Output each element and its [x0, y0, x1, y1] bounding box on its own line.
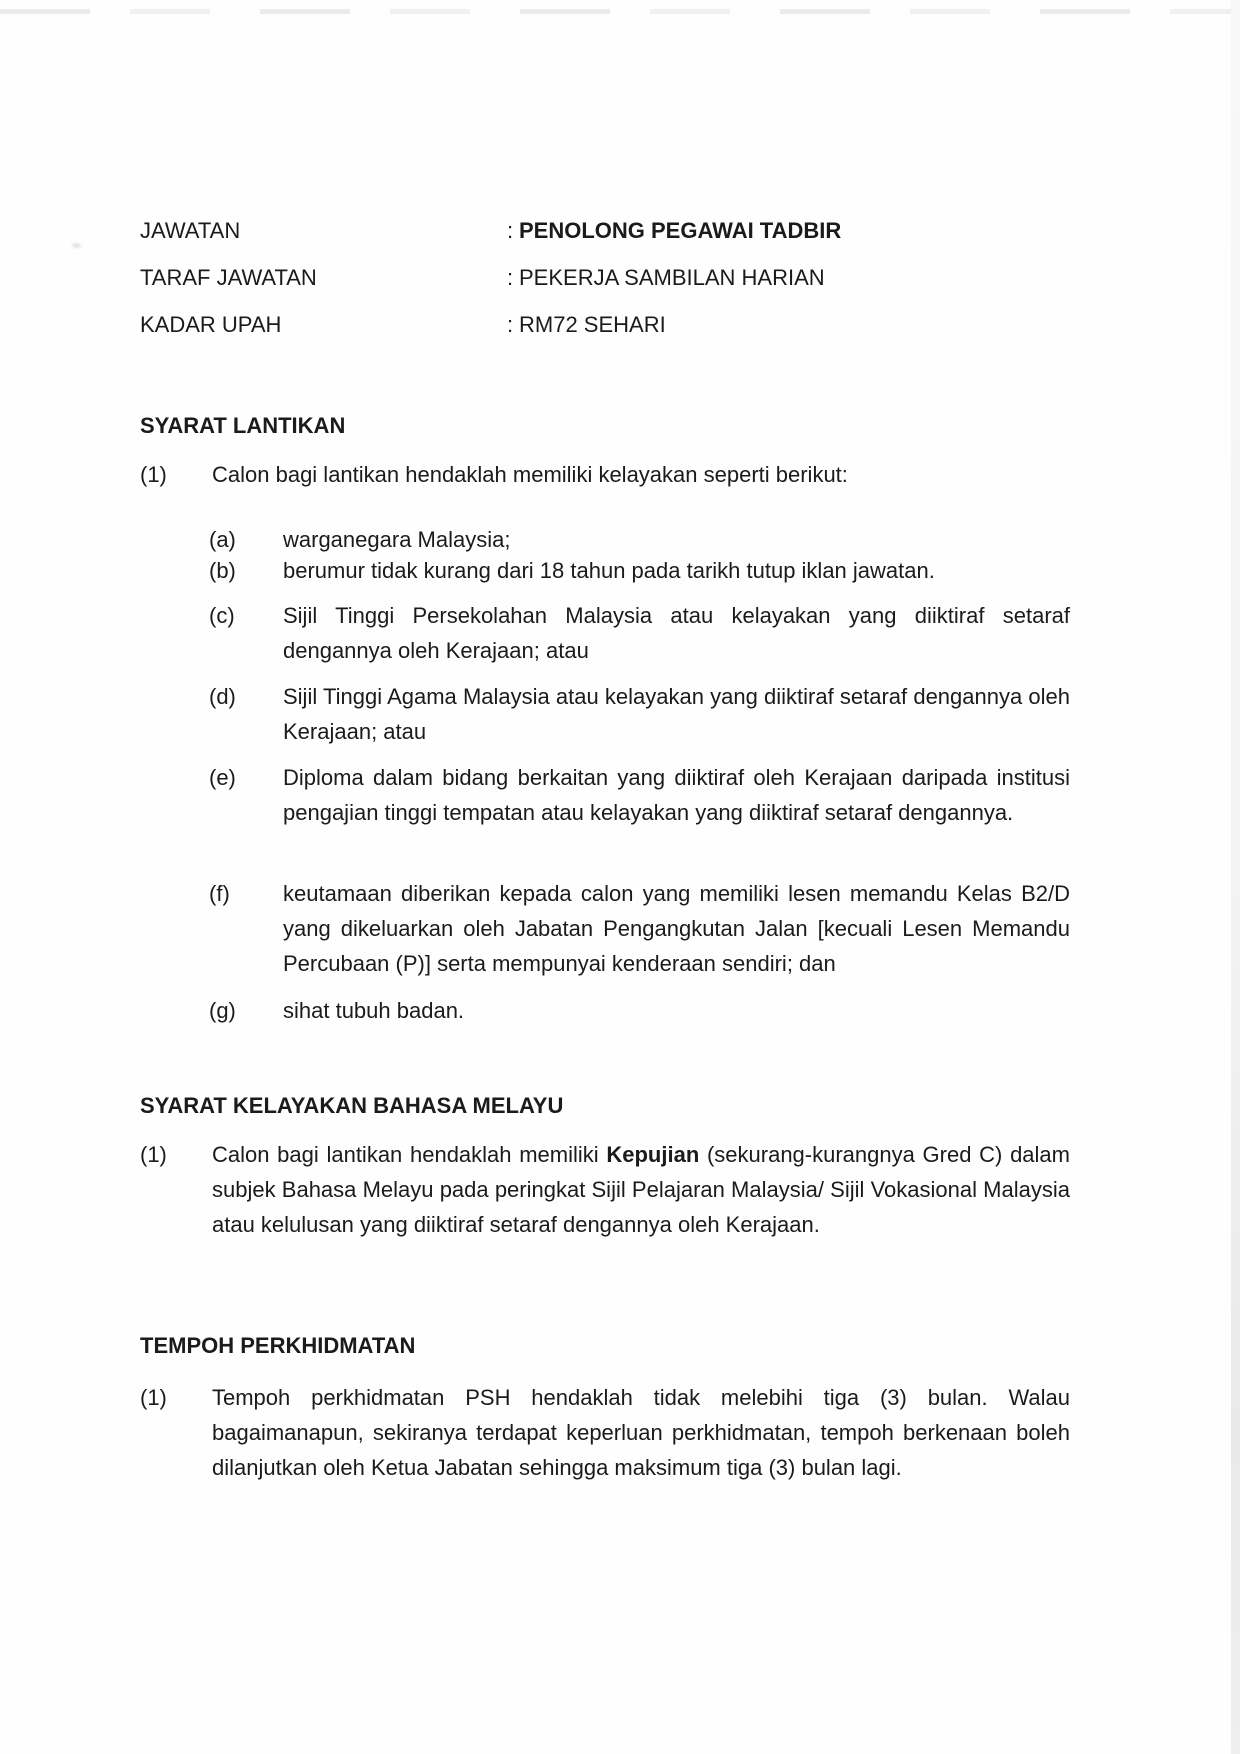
item-text: sihat tubuh badan.	[283, 998, 465, 1023]
list-item-g	[140, 995, 1070, 1026]
item-letter: (f)	[209, 881, 230, 906]
header-label: KADAR UPAH	[140, 312, 282, 337]
header-value: PENOLONG PEGAWAI TADBIR	[519, 218, 842, 243]
list-item-a	[140, 524, 1070, 555]
header-row-taraf-jawatan	[140, 263, 1140, 293]
item-letter: (g)	[209, 998, 236, 1023]
item-letter: (e)	[209, 765, 236, 790]
numbered-item	[140, 1380, 1070, 1485]
scan-artifact-right-edge	[1231, 0, 1240, 1754]
item-text: Calon bagi lantikan hendaklah memiliki kelayakan seperti berikut:	[212, 462, 848, 487]
item-text: berumur tidak kurang dari 18 tahun pada tarikh tutup iklan jawatan.	[283, 558, 935, 583]
item-text: Sijil Tinggi Persekolahan Malaysia atau kelayakan yang diiktiraf setaraf dengannya oleh Kerajaan; atau	[283, 603, 1070, 663]
header-row-jawatan	[140, 216, 1140, 246]
list-item-d	[140, 679, 1070, 749]
item-text-bold-word: Kepujian	[606, 1142, 700, 1167]
section-heading-syarat-lantikan: SYARAT LANTIKAN	[140, 413, 346, 438]
item-text: Sijil Tinggi Agama Malaysia atau kelayakan yang diiktiraf setaraf dengannya oleh Kerajaan; atau	[283, 684, 1070, 744]
item-text: keutamaan diberikan kepada calon yang memiliki lesen memandu Kelas B2/D yang dikeluarkan oleh Jabatan Pengangkutan Jalan [kecuali Lesen Memandu Percubaan (P)] serta mempunyai kenderaan sendiri; dan	[283, 881, 1070, 976]
item-number: (1)	[140, 1142, 167, 1167]
section-heading-syarat-bahasa: SYARAT KELAYAKAN BAHASA MELAYU	[140, 1093, 564, 1118]
numbered-item	[140, 460, 1070, 490]
item-letter: (a)	[209, 527, 236, 552]
list-item-f	[140, 876, 1070, 981]
header-label: TARAF JAWATAN	[140, 265, 317, 290]
item-text	[212, 1137, 1070, 1242]
numbered-item	[140, 1137, 1070, 1242]
header-row-kadar-upah	[140, 310, 1140, 340]
colon-separator: :	[507, 265, 514, 290]
colon-separator: :	[507, 218, 514, 243]
scan-speckle	[72, 243, 81, 248]
item-letter: (d)	[209, 684, 236, 709]
item-text: Diploma dalam bidang berkaitan yang diiktiraf oleh Kerajaan daripada institusi pengajian tinggi tempatan atau kelayakan yang diiktiraf setaraf dengannya.	[283, 765, 1070, 825]
item-text-after: (sekurang-kurangnya Gred C) dalam subjek Bahasa Melayu pada peringkat Sijil Pelajaran Malaysia/ Sijil Vokasional Malaysia atau kelulusan yang diiktiraf setaraf dengannya oleh Kerajaan.	[212, 1142, 1070, 1237]
item-text: warganegara Malaysia;	[283, 527, 511, 552]
item-text: Tempoh perkhidmatan PSH hendaklah tidak melebihi tiga (3) bulan. Walau bagaimanapun, sekiranya terdapat keperluan perkhidmatan, tempoh berkenaan boleh dilanjutkan oleh Ketua Jabatan sehingga maksimum tiga (3) bulan lagi.	[212, 1385, 1070, 1480]
colon-separator: :	[507, 312, 514, 337]
item-number: (1)	[140, 462, 167, 487]
scan-artifact-top-edge	[0, 9, 1240, 14]
list-item-e	[140, 760, 1070, 830]
header-value: RM72 SEHARI	[519, 312, 666, 337]
header-value: PEKERJA SAMBILAN HARIAN	[519, 265, 825, 290]
list-item-b	[140, 555, 1070, 586]
item-letter: (c)	[209, 603, 235, 628]
item-letter: (b)	[209, 558, 236, 583]
section-heading-tempoh: TEMPOH PERKHIDMATAN	[140, 1333, 416, 1358]
list-item-c	[140, 598, 1070, 668]
item-text-before: Calon bagi lantikan hendaklah memiliki	[212, 1142, 607, 1167]
header-label: JAWATAN	[140, 218, 241, 243]
item-number: (1)	[140, 1385, 167, 1410]
